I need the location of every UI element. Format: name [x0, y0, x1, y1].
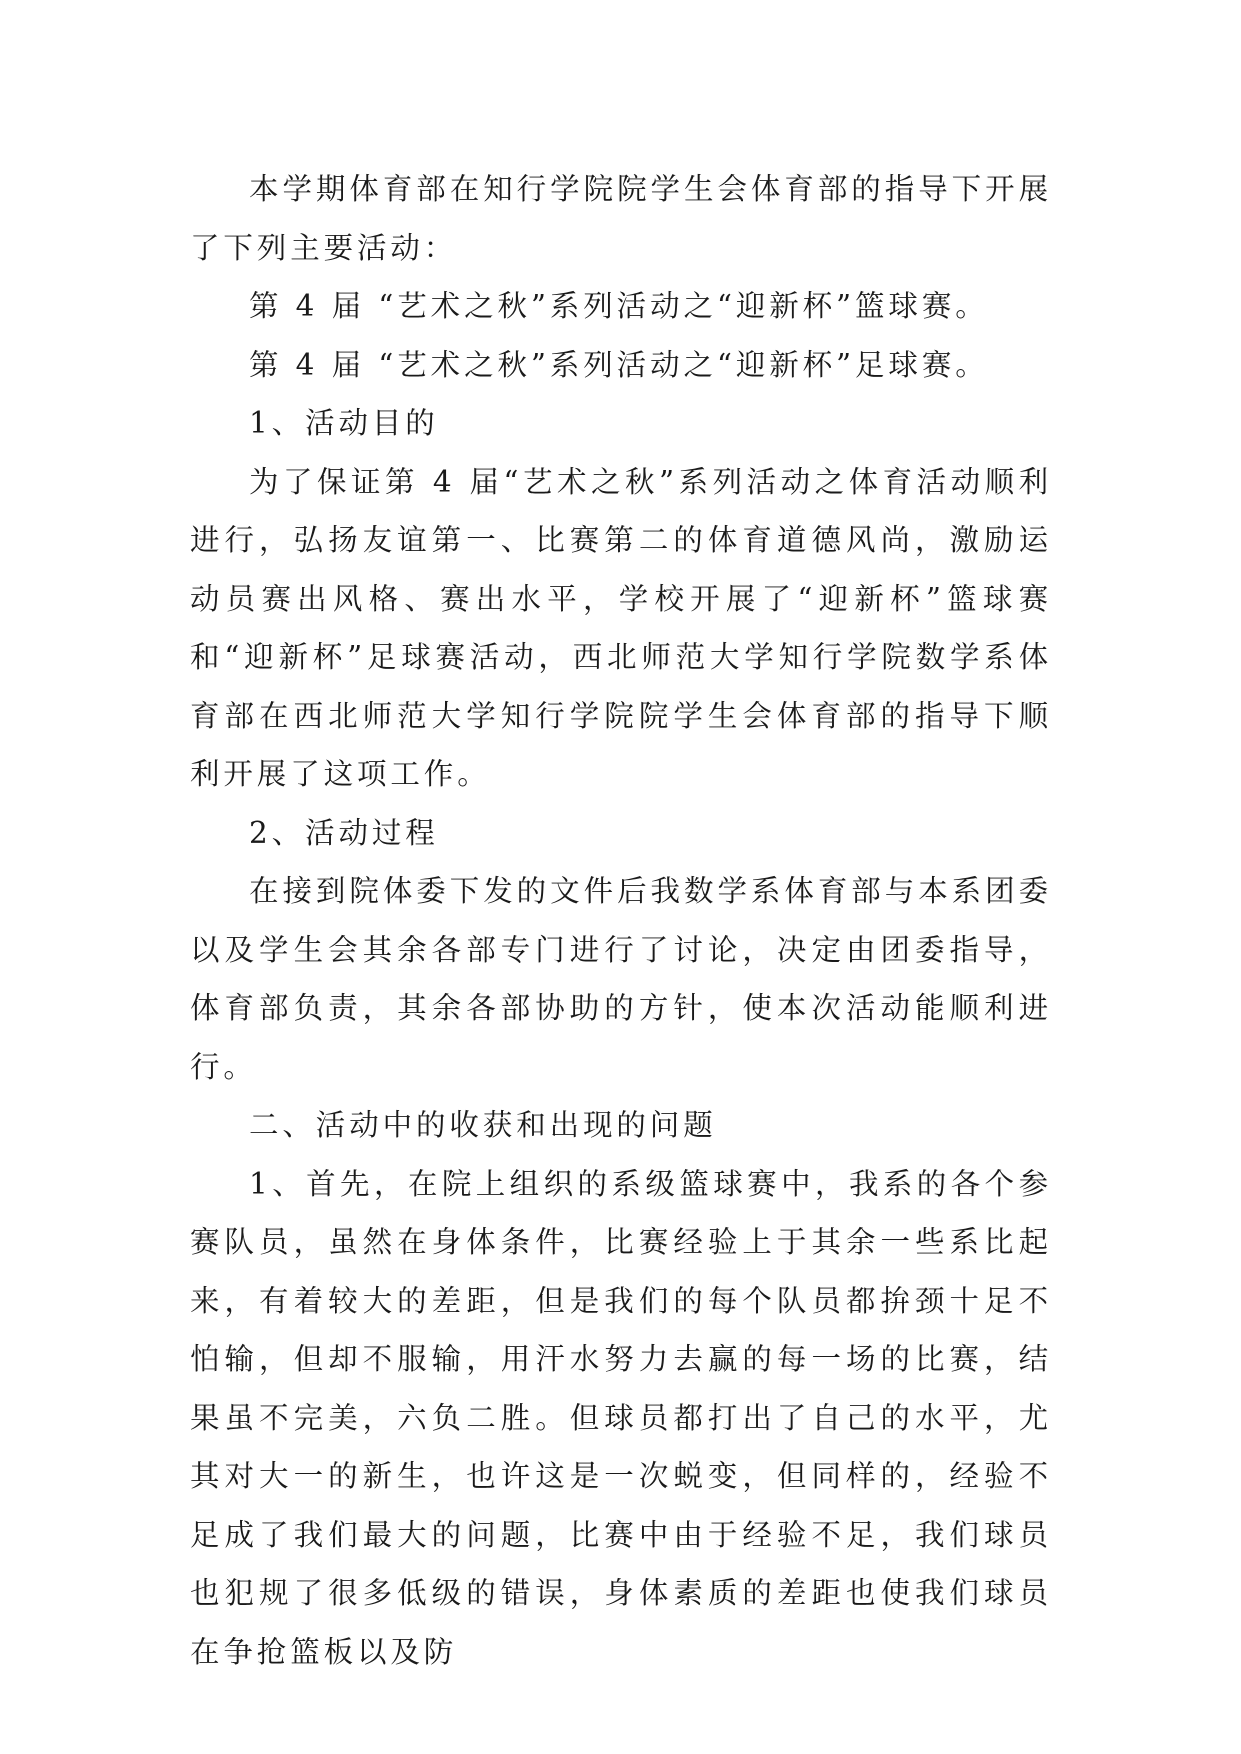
activity-football-paragraph: 第 4 届 “艺术之秋”系列活动之“迎新杯”足球赛。: [249, 347, 989, 382]
document-page: [190, 160, 1052, 1681]
activity-basketball-paragraph: 第 4 届 “艺术之秋”系列活动之“迎新杯”篮球赛。: [249, 289, 989, 323]
intro-paragraph: 本学期体育部在知行学院院学生会体育部的指导下开展了下列主要活动：: [190, 172, 1052, 265]
section-heading-process: 2、活动过程: [249, 815, 439, 850]
process-paragraph: 在接到院体委下发的文件后我数学系体育部与本系团委以及学生会其余各部专门进行了讨论，决定由团委指导，体育部负责，其余各部协助的方针，使本次活动能顺利进行。: [190, 874, 1052, 1084]
purpose-paragraph: 为了保证第 4 届“艺术之秋”系列活动之体育活动顺利进行，弘扬友谊第一、比赛第二的体育道德风尚，激励运动员赛出风格、赛出水平，学校开展了“迎新杯”篮球赛和“迎新杯”足球赛活动，西北师范大学知行学院数学系体育部在西北师范大学知行学院院学生会体育部的指导下顺利开展了这项工作。: [190, 464, 1052, 791]
section-heading-purpose: 1、活动目的: [249, 406, 439, 440]
section-heading-gains: 二、活动中的收获和出现的问题: [249, 1108, 717, 1142]
gains-paragraph: 1、首先，在院上组织的系级篮球赛中，我系的各个参赛队员，虽然在身体条件，比赛经验上于其余一些系比起来，有着较大的差距，但是我们的每个队员都拚颈十足不怕输，但却不服输，用汗水努力去赢的每一场的比赛，结果虽不完美，六负二胜。但球员都打出了自己的水平，尤其对大一的新生，也许这是一次蜕变，但同样的，经验不足成了我们最大的问题，比赛中由于经验不足，我们球员也犯规了很多低级的错误，身体素质的差距也使我们球员在争抢篮板以及防: [190, 1166, 1052, 1669]
